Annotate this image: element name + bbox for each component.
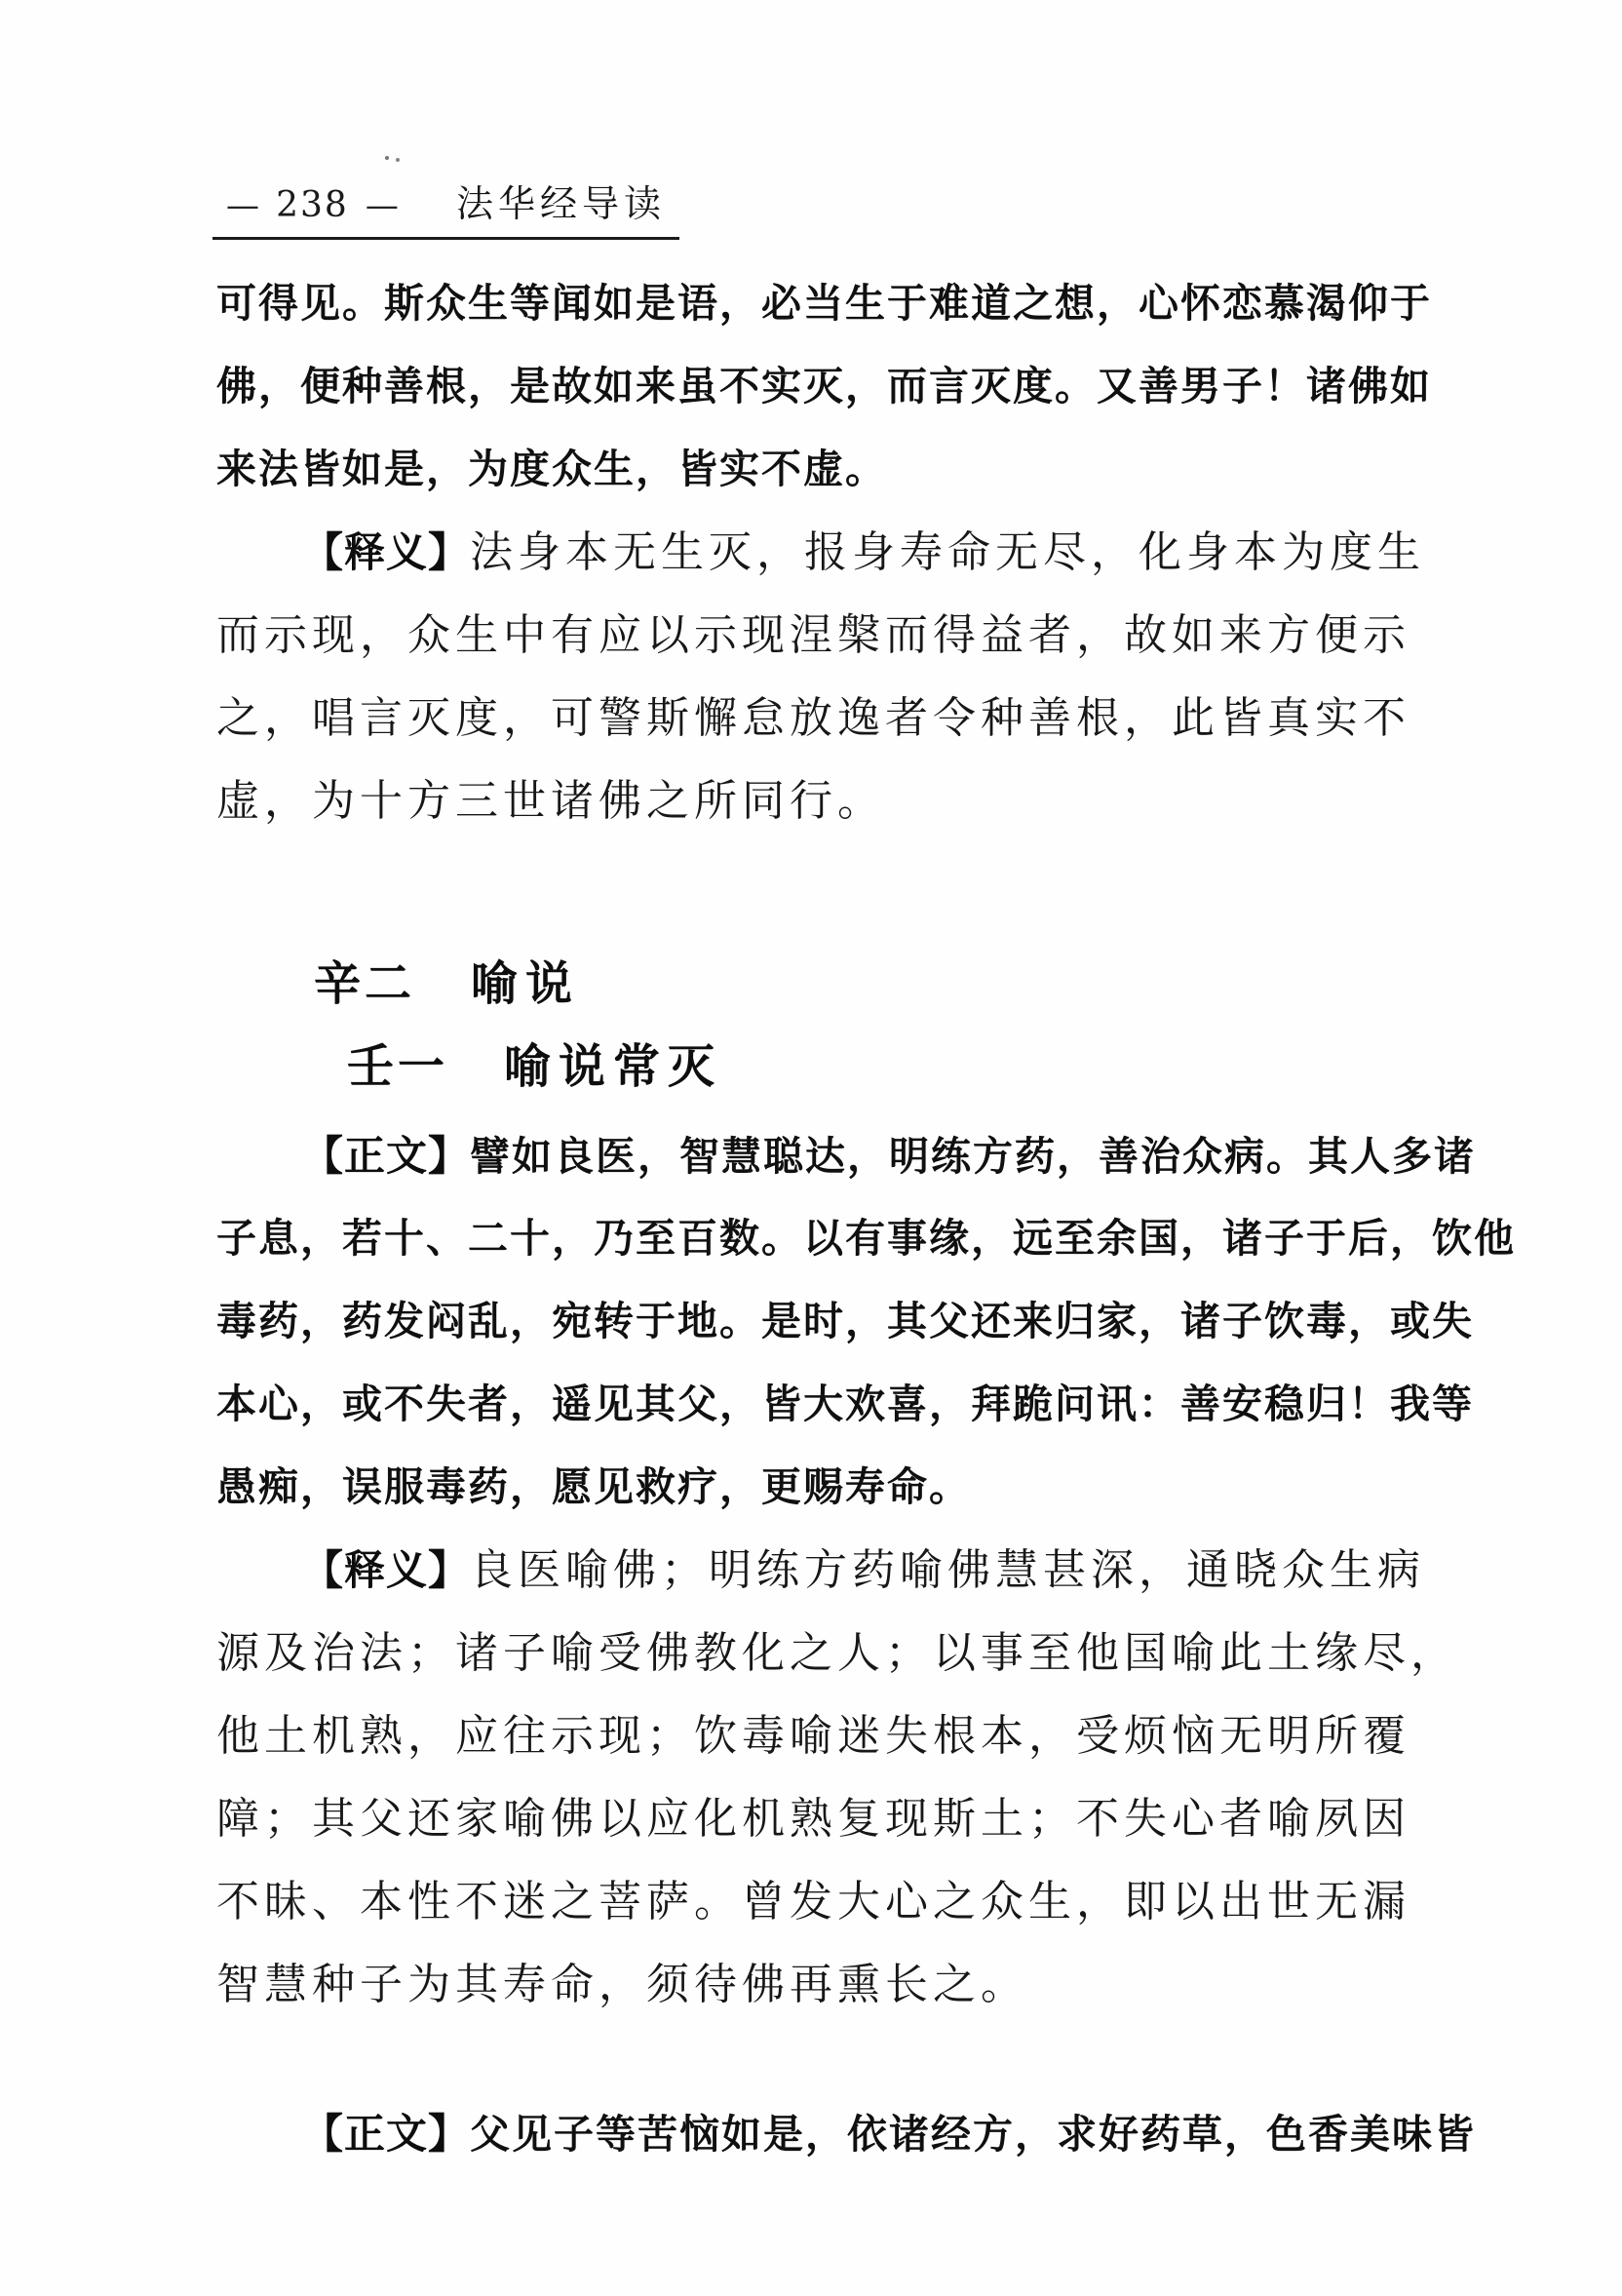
- text-line: 毒药，药发闷乱，宛转于地。是时，其父还来归家，诸子饮毒，或失: [216, 1298, 1474, 1344]
- text-line: 本心，或不失者，遥见其父，皆大欢喜，拜跪问讯：善安稳归！我等: [216, 1381, 1474, 1427]
- header-dash-right: —: [365, 186, 399, 225]
- sutra-paragraph-2: [216, 2092, 1477, 2175]
- header-dash-left: —: [226, 186, 259, 225]
- text-line: [216, 2092, 1477, 2175]
- scan-speck: [385, 156, 389, 160]
- text-line: 子息，若十、二十，乃至百数。以有事缘，远至余国，诸子于后，饮他: [216, 1215, 1516, 1262]
- text-line: 他土机熟，应往示现；饮毒喻迷失根本，受烦恼无明所覆: [216, 1711, 1410, 1761]
- text-line: 智慧种子为其寿命，须待佛再熏长之。: [216, 1960, 1028, 2009]
- text-line: [216, 1114, 1477, 1197]
- heading-title: 喻说常灭: [504, 1039, 723, 1094]
- line-text: 法身本无生灭，报身寿命无尽，化身本为度生: [470, 527, 1426, 577]
- sutra-paragraph-continued: [216, 262, 1452, 511]
- text-line: 愚痴，误服毒药，愿见救疗，更赐寿命。: [216, 1463, 971, 1510]
- shiyi-label: 【释义】: [302, 1546, 471, 1594]
- section-heading-level2: [216, 1026, 1452, 1109]
- text-line: 可得见。斯众生等闻如是语，必当生于难道之想，心怀恋慕渴仰于: [216, 280, 1432, 327]
- text-line: 虚，为十方三世诸佛之所同行。: [216, 776, 885, 826]
- page-body: [216, 262, 1516, 2175]
- text-line: [216, 1529, 1452, 1612]
- text-line: 佛，便种善根，是故如来虽不实灭，而言灭度。又善男子！诸佛如: [216, 363, 1432, 409]
- text-line: 来法皆如是，为度众生，皆实不虚。: [216, 446, 887, 492]
- zhengwen-label: 【正文】: [302, 1132, 471, 1180]
- sutra-paragraph-1: [216, 1114, 1516, 1529]
- running-title: 法华经导读: [456, 182, 667, 225]
- line-text: 良医喻佛；明练方药喻佛慧甚深，通晓众生病: [470, 1545, 1426, 1595]
- page-header: [212, 174, 679, 240]
- commentary-paragraph-2: [216, 1529, 1458, 2026]
- text-line: 不昧、本性不迷之菩萨。曾发大心之众生，即以出世无漏: [216, 1877, 1410, 1926]
- line-text: 譬如良医，智慧聪达，明练方药，善治众病。其人多诸: [470, 1133, 1477, 1180]
- shiyi-label: 【释义】: [302, 528, 471, 576]
- heading-number: 壬一: [347, 1039, 449, 1094]
- line-text: 父见子等苦恼如是，依诸经方，求好药草，色香美味皆: [470, 2111, 1477, 2158]
- zhengwen-label: 【正文】: [302, 2110, 471, 2158]
- section-heading-level1: [216, 943, 1452, 1026]
- heading-number: 辛二: [314, 956, 416, 1011]
- text-line: 障；其父还家喻佛以应化机熟复现斯土；不失心者喻夙因: [216, 1794, 1410, 1844]
- page-number: 238: [276, 185, 349, 225]
- text-line: 之，唱言灭度，可警斯懈怠放逸者令种善根，此皆真实不: [216, 693, 1410, 743]
- text-line: 源及治法；诸子喻受佛教化之人；以事至他国喻此土缘尽，: [216, 1628, 1458, 1678]
- heading-title: 喻说: [471, 956, 581, 1011]
- text-line: [216, 511, 1452, 594]
- text-line: 而示现，众生中有应以示现涅槃而得益者，故如来方便示: [216, 610, 1410, 660]
- commentary-paragraph-1: [216, 511, 1452, 842]
